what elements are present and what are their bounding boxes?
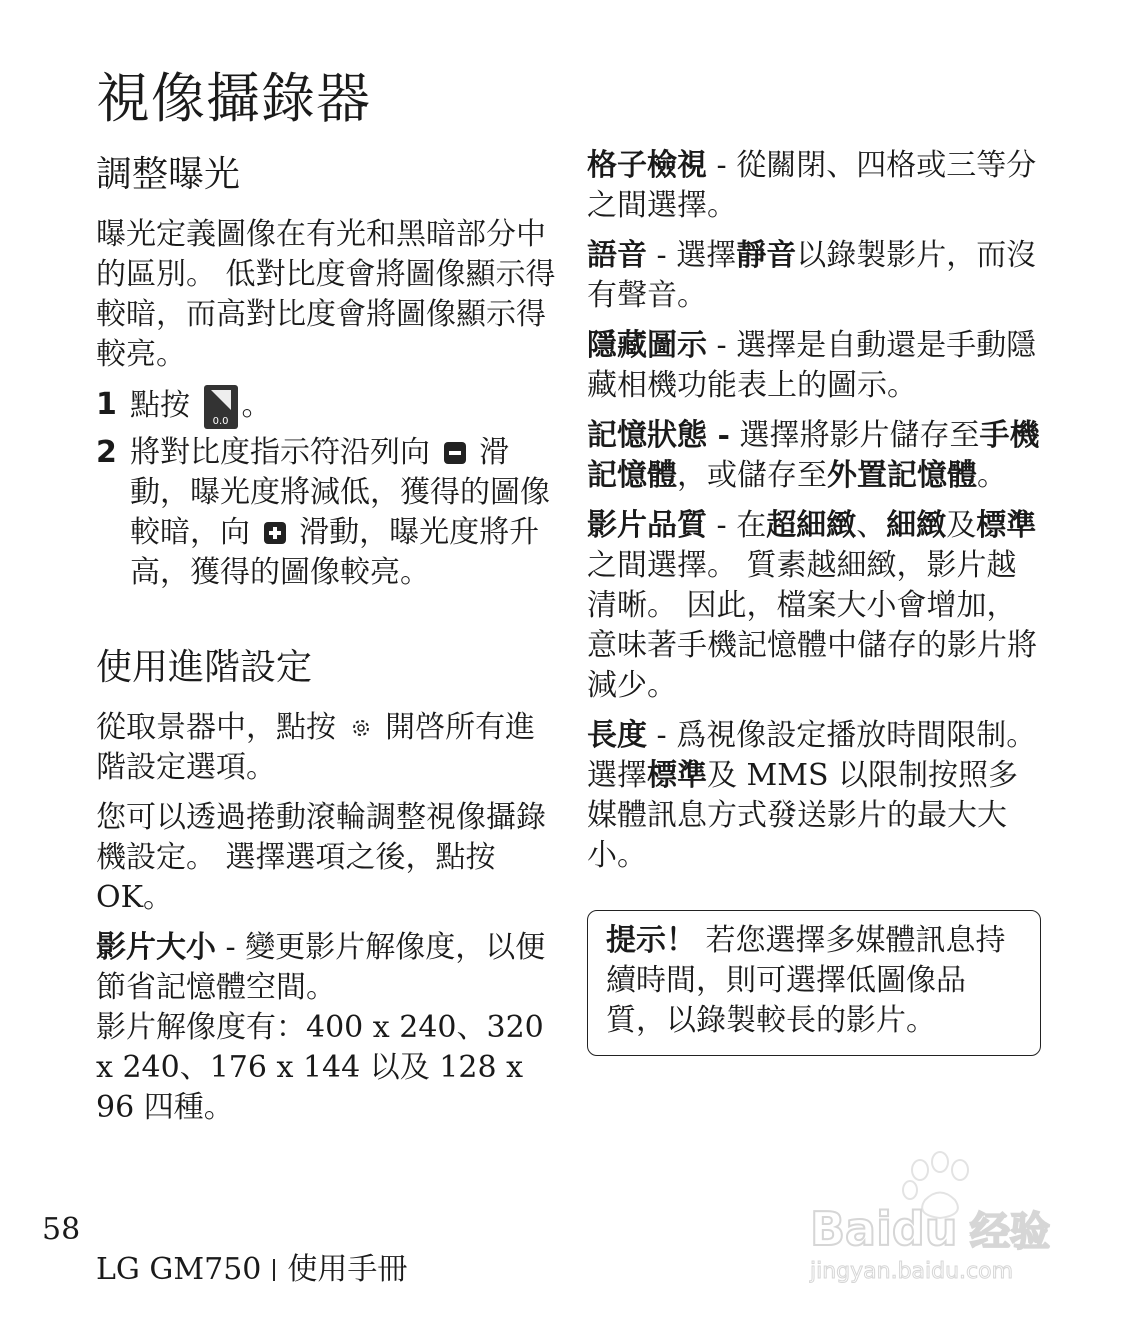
step2-part2: 滑動，曝光度將減低，獲得的圖像較暗，向 bbox=[130, 435, 550, 550]
footer-manual: 使用手冊 bbox=[287, 1252, 408, 1287]
left-column bbox=[96, 146, 556, 1138]
memory-text-a: 選擇將影片儲存至 bbox=[729, 418, 980, 453]
grid-label: 格子檢視 bbox=[587, 148, 707, 183]
tip-text bbox=[606, 921, 1022, 1041]
advanced-p1-a: 從取景器中，點按 bbox=[96, 710, 336, 745]
step-text bbox=[130, 433, 556, 593]
grid-item bbox=[587, 146, 1043, 226]
memory-text-b: ，或儲存至 bbox=[677, 458, 827, 493]
step1-suffix: 。 bbox=[241, 388, 272, 423]
quality-superfine: 超細緻 bbox=[766, 508, 857, 543]
quality-text-b: 之間選擇。 質素越細緻，影片越清晰。 因此，檔案大小會增加，意味著手機記憶體中儲存的影片將減少。 bbox=[587, 548, 1037, 703]
quality-text-a: - 在 bbox=[707, 508, 767, 543]
step2-part1: 將對比度指示符沿列向 bbox=[130, 435, 430, 470]
quality-sep: 、 bbox=[856, 508, 887, 543]
voice-label: 語音 bbox=[587, 238, 647, 273]
memory-item bbox=[587, 416, 1043, 496]
right-column bbox=[587, 146, 1043, 886]
step-text bbox=[130, 385, 556, 429]
plus-icon bbox=[264, 522, 286, 544]
watermark-brand: Baidu bbox=[810, 1202, 958, 1256]
watermark-url: jingyan.baidu.com bbox=[810, 1259, 1014, 1284]
memory-text-c: 。 bbox=[977, 458, 1007, 493]
video-size-item bbox=[96, 928, 556, 1008]
page-title: 視像攝錄器 bbox=[96, 67, 371, 130]
page-number: 58 bbox=[42, 1212, 81, 1247]
duration-item bbox=[587, 716, 1043, 876]
step1-prefix: 點按 bbox=[130, 388, 190, 423]
hide-icons-text: - 選擇是自動還是手動隱藏相機功能表上的圖示。 bbox=[587, 328, 1037, 403]
minus-icon bbox=[444, 442, 466, 464]
tip-label: 提示！ bbox=[606, 923, 696, 958]
quality-fine: 細緻 bbox=[886, 508, 947, 543]
quality-and: 及 bbox=[946, 508, 977, 543]
watermark-cn: 经验 bbox=[970, 1209, 1050, 1255]
footer-separator bbox=[273, 1259, 275, 1281]
memory-external: 外置記憶體 bbox=[827, 458, 977, 493]
duration-normal: 標準 bbox=[647, 758, 707, 793]
step-number: 1 bbox=[96, 387, 117, 422]
advanced-paragraph-2: 您可以透過捲動滾輪調整視像攝錄機設定。 選擇選項之後，點按OK。 bbox=[96, 800, 546, 915]
tip-body: 若您選擇多媒體訊息持續時間，則可選擇低圖像品質，以錄製較長的影片。 bbox=[606, 923, 1006, 1038]
quality-item bbox=[587, 506, 1043, 706]
step-number: 2 bbox=[96, 435, 117, 470]
advanced-heading: 使用進階設定 bbox=[96, 647, 313, 688]
hide-icons-item bbox=[587, 326, 1043, 406]
memory-label: 記憶狀態 - bbox=[587, 418, 730, 453]
voice-text-a: - 選擇 bbox=[647, 238, 737, 273]
duration-text-a: - 爲視像設定播放時間限制。 選擇 bbox=[587, 718, 1037, 793]
quality-label: 影片品質 bbox=[587, 508, 707, 543]
baidu-watermark-logo bbox=[800, 1150, 1070, 1290]
footer-model: LG GM750 bbox=[96, 1252, 262, 1287]
voice-item bbox=[587, 236, 1043, 316]
advanced-paragraph-1 bbox=[96, 708, 556, 788]
exposure-heading: 調整曝光 bbox=[96, 154, 241, 195]
advanced-p1-b: 開啓所有進階設定選項。 bbox=[96, 710, 536, 785]
resolutions-text: 影片解像度有：400 x 240、320 x 240、176 x 144 以及 128 x 96 四種。 bbox=[96, 1010, 544, 1125]
grid-text: - 從關閉、四格或三等分之間選擇。 bbox=[587, 148, 1037, 223]
video-size-text: - 變更影片解像度，以便節省記憶體空間。 bbox=[96, 930, 546, 1005]
voice-mute: 靜音 bbox=[736, 238, 797, 273]
tip-box bbox=[587, 910, 1041, 1056]
exposure-icon bbox=[204, 385, 238, 429]
exposure-intro: 曝光定義圖像在有光和黑暗部分中的區別。 低對比度會將圖像顯示得較暗，而高對比度會將圖像顯示得較亮。 bbox=[96, 217, 556, 372]
step-1 bbox=[96, 385, 556, 429]
footer bbox=[96, 1244, 407, 1288]
memory-phone: 手機記憶體 bbox=[587, 418, 1040, 493]
step2-part3: 滑動，曝光度將升高，獲得的圖像較亮。 bbox=[130, 515, 540, 590]
voice-text-b: 以錄製影片，而沒有聲音。 bbox=[587, 238, 1037, 313]
step-2 bbox=[96, 433, 556, 593]
duration-text-b: 及 MMS 以限制按照多媒體訊息方式發送影片的最大大小。 bbox=[587, 758, 1019, 873]
exposure-value: 0.0 bbox=[212, 416, 229, 427]
quality-normal: 標準 bbox=[976, 508, 1037, 543]
gear-icon bbox=[350, 717, 372, 739]
video-size-label: 影片大小 bbox=[96, 930, 216, 965]
hide-icons-label: 隱藏圖示 bbox=[587, 328, 707, 363]
duration-label: 長度 bbox=[587, 718, 647, 753]
